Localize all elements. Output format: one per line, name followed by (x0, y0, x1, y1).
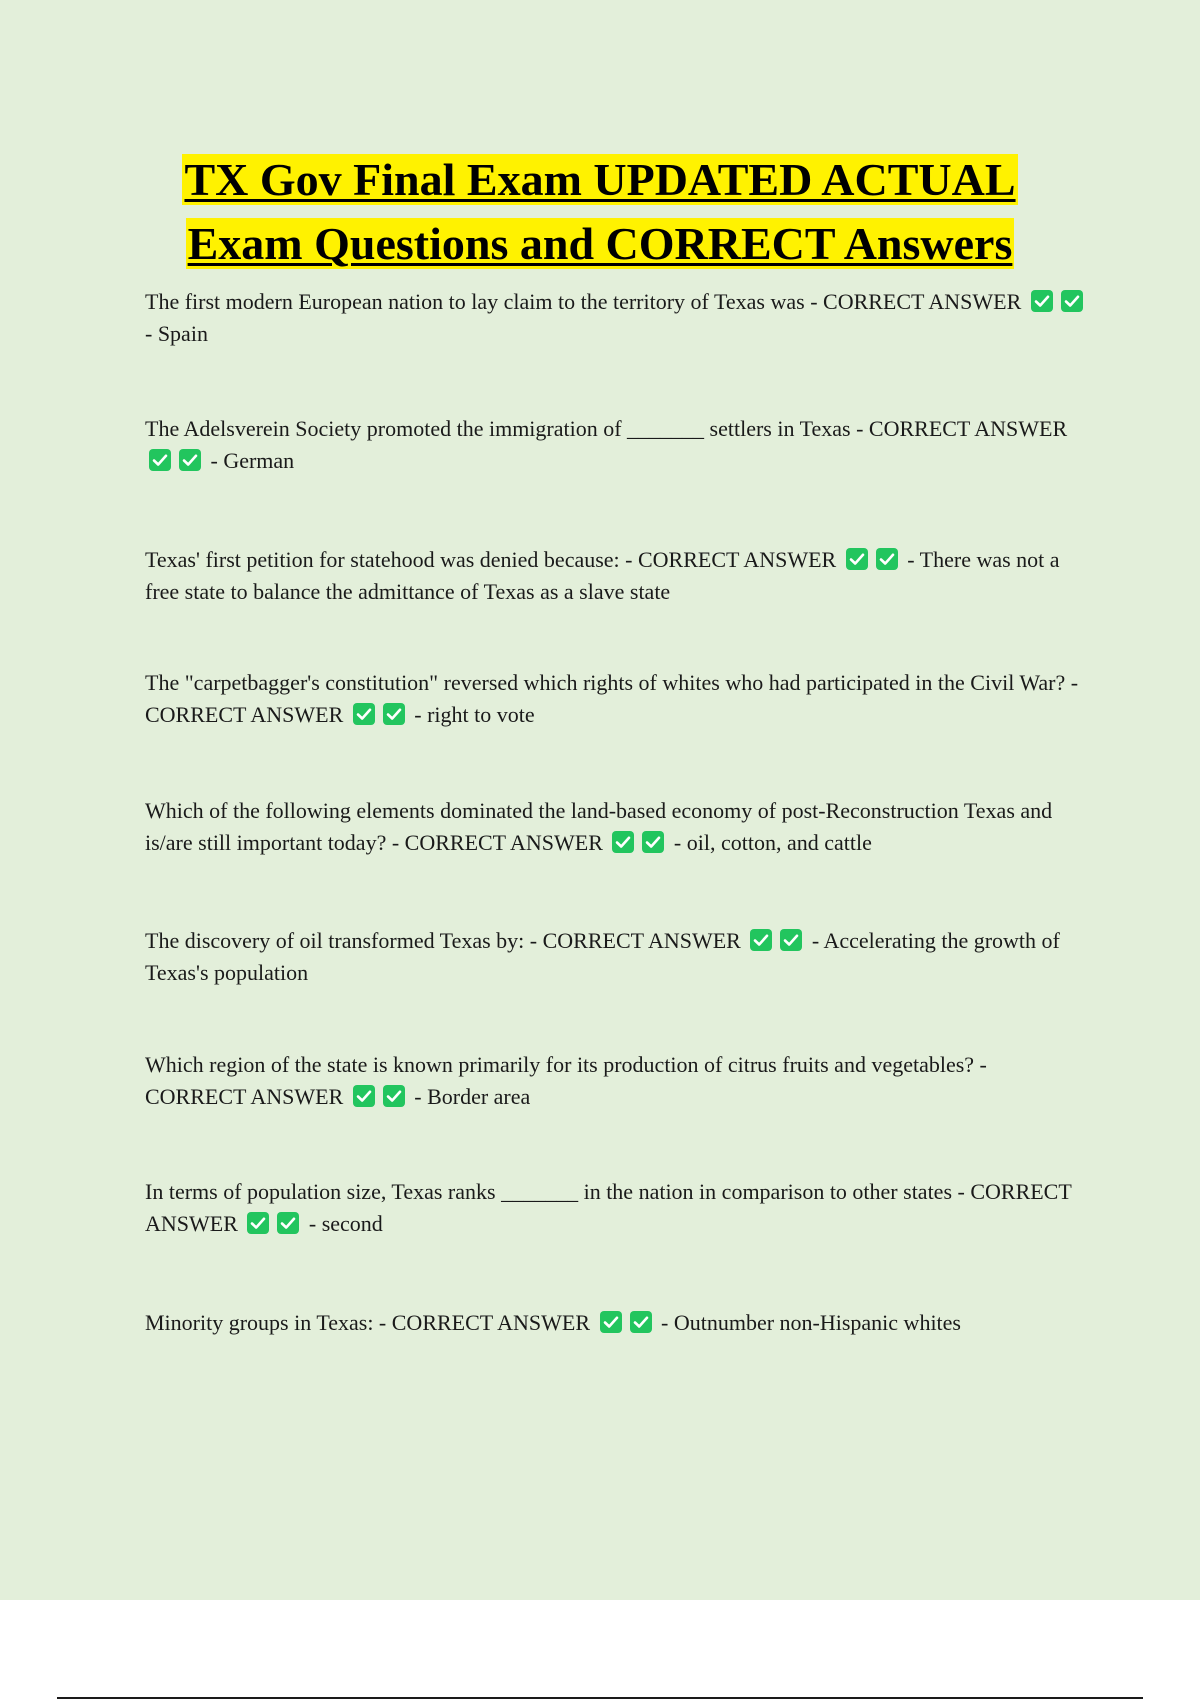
check-icon (383, 703, 405, 725)
answer-text: - Outnumber non-Hispanic whites (661, 1310, 961, 1335)
check-icon (149, 449, 171, 471)
document-title (100, 148, 1100, 276)
check-icon (750, 929, 772, 951)
answer-text: - right to vote (414, 702, 535, 727)
question-text: In terms of population size, Texas ranks _______ in the nation in comparison to other states - CORRECT ANSWER (145, 1179, 1072, 1236)
qa-item-8 (145, 1176, 1090, 1240)
check-icon (353, 703, 375, 725)
question-text: The discovery of oil transformed Texas by: - CORRECT ANSWER (145, 928, 741, 953)
check-icon (642, 831, 664, 853)
title-line-2: Exam Questions and CORRECT Answers (187, 218, 1013, 269)
check-icon (383, 1085, 405, 1107)
answer-text: - German (210, 448, 295, 473)
check-icon (846, 548, 868, 570)
answer-text: - oil, cotton, and cattle (673, 830, 872, 855)
check-icon (780, 929, 802, 951)
qa-item-4 (145, 667, 1090, 731)
answer-text: - Accelerating the growth of Texas's population (145, 928, 1060, 985)
check-icon (600, 1311, 622, 1333)
check-icon (1031, 290, 1053, 312)
question-text: The "carpetbagger's constitution" reversed which rights of whites who had participated in the Civil War? - CORRECT ANSWER (145, 670, 1079, 727)
answer-text: - Spain (145, 321, 208, 346)
qa-item-7 (145, 1049, 1090, 1113)
qa-item-3 (145, 544, 1090, 608)
check-icon (179, 449, 201, 471)
qa-item-5 (145, 795, 1090, 859)
qa-item-2 (145, 413, 1090, 477)
question-text: The Adelsverein Society promoted the immigration of _______ settlers in Texas - CORRECT ANSWER (145, 416, 1068, 441)
question-text: Texas' first petition for statehood was denied because: - CORRECT ANSWER (145, 547, 837, 572)
question-text: Which of the following elements dominated the land-based economy of post-Reconstruction Texas and is/are still important today? - CORRECT ANSWER (145, 798, 1053, 855)
check-icon (876, 548, 898, 570)
check-icon (353, 1085, 375, 1107)
footer-divider (57, 1697, 1143, 1699)
check-icon (630, 1311, 652, 1333)
check-icon (247, 1212, 269, 1234)
answer-text: - second (308, 1211, 383, 1236)
check-icon (277, 1212, 299, 1234)
qa-item-1 (145, 286, 1090, 350)
qa-item-6 (145, 925, 1090, 989)
check-icon (612, 831, 634, 853)
question-text: Which region of the state is known primarily for its production of citrus fruits and vegetables? - CORRECT ANSWER (145, 1052, 987, 1109)
answer-text: - There was not a free state to balance the admittance of Texas as a slave state (145, 547, 1060, 604)
answer-text: - Border area (414, 1084, 531, 1109)
question-text: Minority groups in Texas: - CORRECT ANSWER (145, 1310, 590, 1335)
check-icon (1061, 290, 1083, 312)
question-text: The first modern European nation to lay claim to the territory of Texas was - CORRECT ANSWER (145, 289, 1022, 314)
qa-item-9 (145, 1307, 1090, 1339)
title-line-1: TX Gov Final Exam UPDATED ACTUAL (184, 154, 1016, 205)
